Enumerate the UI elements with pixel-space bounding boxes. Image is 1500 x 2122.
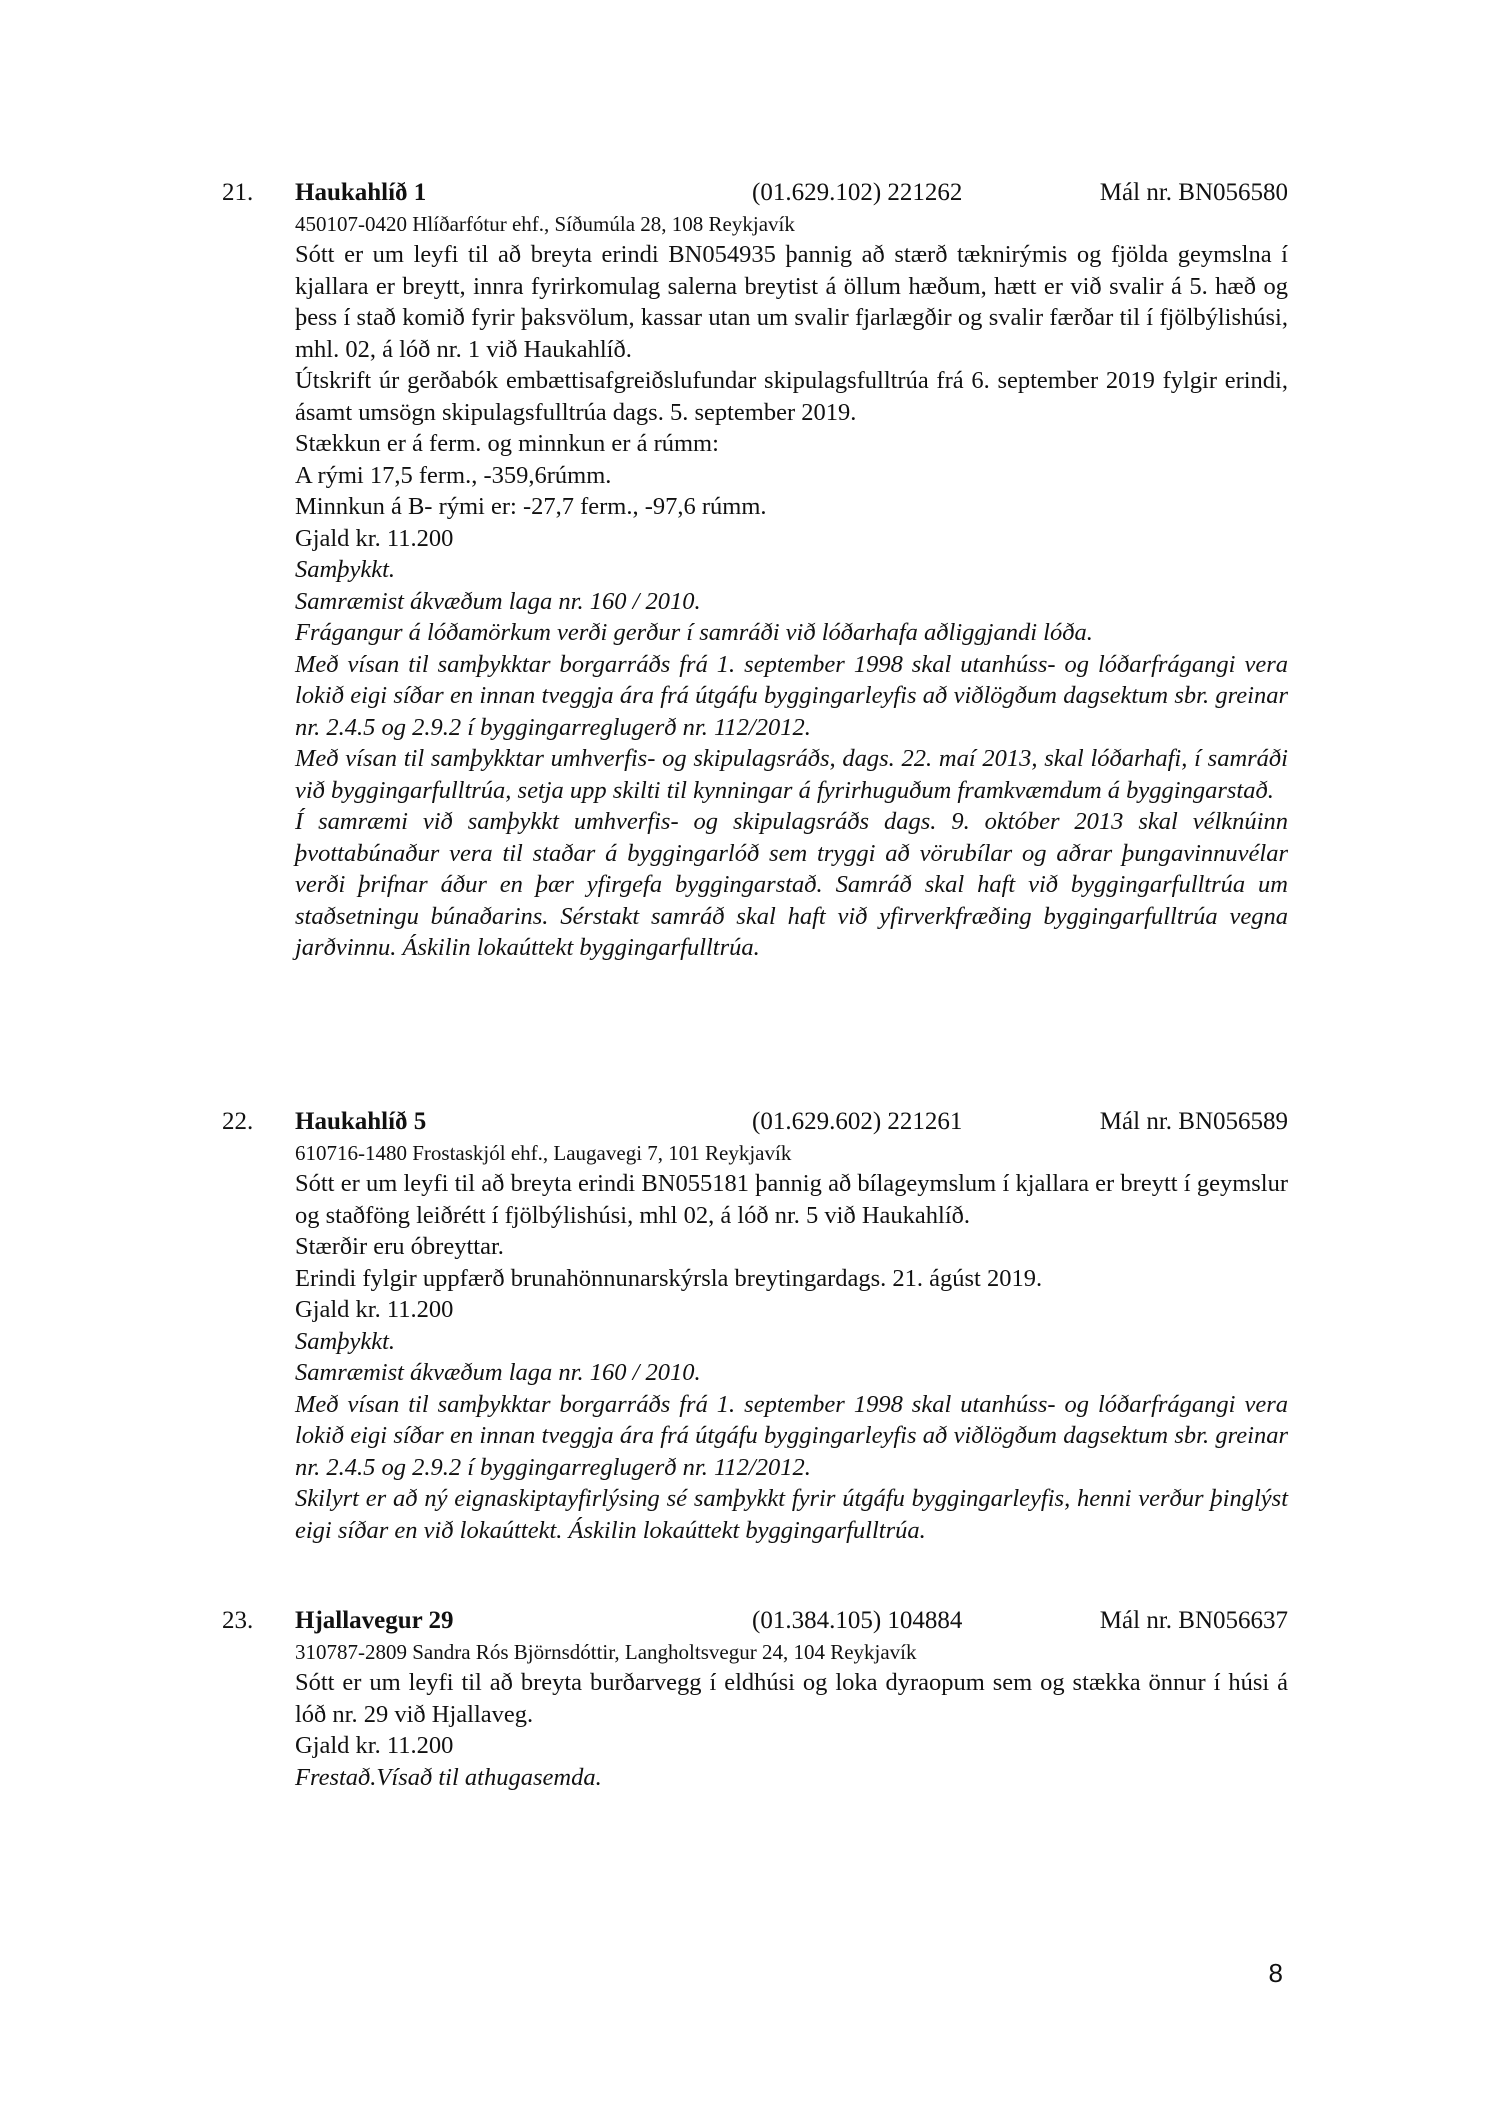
case-condition: Í samræmi við samþykkt umhverfis- og skipulagsráðs dags. 9. október 2013 skal vélknúinn þvottabúnaður vera til staðar á byggingarlóð sem tryggi að vörubílar og aðrar þungavinnuvélar verði þrifnar áður en þær yfirgefa byggingarstað. Samráð skal haft við byggingarfulltrúa um staðsetningu búnaðarins. Sérstakt samráð skal haft við yfirverkfræðing byggingarfulltrúa vegna jarðvinnu. Áskilin lokaúttekt byggingarfulltrúa. bbox=[295, 808, 1288, 961]
page-number: 8 bbox=[1268, 1958, 1283, 1988]
case-paragraph: Minnkun á B- rými er: -27,7 ferm., -97,6 rúmm. bbox=[295, 493, 767, 520]
case-applicant: 450107-0420 Hlíðarfótur ehf., Síðumúla 28, 108 Reykjavík bbox=[295, 212, 795, 236]
case-property-reference: (01.629.102) 221262 bbox=[752, 179, 963, 206]
case-decision: Samþykkt. bbox=[295, 1327, 395, 1355]
case-fee: Gjald kr. 11.200 bbox=[295, 1296, 454, 1323]
case-condition: Frágangur á lóðamörkum verði gerður í samráði við lóðarhafa aðliggjandi lóða. bbox=[295, 619, 1093, 646]
case-condition: Samræmist ákvæðum laga nr. 160 / 2010. bbox=[295, 1359, 701, 1386]
case-condition: Samræmist ákvæðum laga nr. 160 / 2010. bbox=[295, 587, 701, 615]
case-fee: Gjald kr. 11.200 bbox=[295, 1732, 454, 1759]
case-header bbox=[222, 176, 1288, 210]
case-address-title: Haukahlíð 5 bbox=[295, 1108, 427, 1135]
case-property-reference: (01.384.105) 104884 bbox=[752, 1607, 963, 1634]
case-applicant: 310787-2809 Sandra Rós Björnsdóttir, Langholtsvegur 24, 104 Reykjavík bbox=[295, 1640, 917, 1664]
case-file-number: Mál nr. BN056637 bbox=[1099, 1607, 1288, 1634]
case-paragraph: A rými 17,5 ferm., -359,6rúmm. bbox=[295, 461, 612, 489]
case-paragraph: Stærðir eru óbreyttar. bbox=[295, 1233, 504, 1260]
case-condition: Skilyrt er að ný eignaskiptayfirlýsing sé samþykkt fyrir útgáfu byggingarleyfis, henni verður þinglýst eigi síðar en við lokaúttekt. Áskilin lokaúttekt byggingarfulltrúa. bbox=[295, 1485, 1288, 1544]
case-fee: Gjald kr. 11.200 bbox=[295, 524, 454, 552]
case-header bbox=[222, 1105, 1288, 1139]
case-number: 22. bbox=[222, 1108, 254, 1135]
case-paragraph: Sótt er um leyfi til að breyta burðarvegg í eldhúsi og loka dyraopum sem og stækka önnur í húsi á lóð nr. 29 við Hjallaveg. bbox=[295, 1669, 1288, 1728]
case-paragraph: Stækkun er á ferm. og minnkun er á rúmm: bbox=[295, 430, 719, 457]
case-body bbox=[295, 1139, 1288, 1546]
case-body bbox=[295, 210, 1288, 964]
case-applicant: 610716-1480 Frostaskjól ehf., Laugavegi 7, 101 Reykjavík bbox=[295, 1141, 792, 1165]
case-condition: Með vísan til samþykktar borgarráðs frá 1. september 1998 skal utanhúss- og lóðarfrágangi vera lokið eigi síðar en innan tveggja ára frá útgáfu byggingarleyfis að viðlögðum dagsektum sbr. greinar nr. 2.4.5 og 2.9.2 í byggingarreglugerð nr. 112/2012. bbox=[295, 650, 1288, 741]
case-file-number: Mál nr. BN056589 bbox=[1099, 1108, 1288, 1135]
case-condition: Með vísan til samþykktar umhverfis- og skipulagsráðs, dags. 22. maí 2013, skal lóðarhafi, í samráði við byggingarfulltrúa, setja upp skilti til kynningar á fyrirhuguðum framkvæmdum á byggingarstað. bbox=[295, 745, 1288, 804]
case-file-number: Mál nr. BN056580 bbox=[1099, 179, 1288, 206]
case-number: 23. bbox=[222, 1607, 254, 1634]
case-header bbox=[222, 1604, 1288, 1638]
case-property-reference: (01.629.602) 221261 bbox=[752, 1108, 963, 1135]
case-address-title: Hjallavegur 29 bbox=[295, 1607, 454, 1634]
case-paragraph: Sótt er um leyfi til að breyta erindi BN054935 þannig að stærð tæknirýmis og fjölda geymslna í kjallara er breytt, innra fyrirkomulag salerna breytist á öllum hæðum, hætt er við svalir á 5. hæð og þess í stað komið fyrir þaksvölum, kassar utan um svalir fjarlægðir og svalir færðar til í fjölbýlishúsi, mhl. 02, á lóð nr. 1 við Haukahlíð. bbox=[295, 241, 1288, 363]
case-entry bbox=[222, 1105, 1288, 1546]
case-number: 21. bbox=[222, 179, 254, 206]
case-decision: Frestað.Vísað til athugasemda. bbox=[295, 1763, 602, 1791]
case-body bbox=[295, 1638, 1288, 1793]
case-address-title: Haukahlíð 1 bbox=[295, 179, 427, 206]
case-entry bbox=[222, 1604, 1288, 1793]
case-paragraph: Útskrift úr gerðabók embættisafgreiðslufundar skipulagsfulltrúa frá 6. september 2019 fylgir erindi, ásamt umsögn skipulagsfulltrúa dags. 5. september 2019. bbox=[295, 367, 1288, 426]
case-entry bbox=[222, 176, 1288, 964]
case-condition: Með vísan til samþykktar borgarráðs frá 1. september 1998 skal utanhúss- og lóðarfrágangi vera lokið eigi síðar en innan tveggja ára frá útgáfu byggingarleyfis að viðlögðum dagsektum sbr. greinar nr. 2.4.5 og 2.9.2 í byggingarreglugerð nr. 112/2012. bbox=[295, 1390, 1288, 1481]
case-paragraph: Erindi fylgir uppfærð brunahönnunarskýrsla breytingardags. 21. ágúst 2019. bbox=[295, 1264, 1043, 1292]
case-paragraph: Sótt er um leyfi til að breyta erindi BN055181 þannig að bílageymslum í kjallara er breytt í geymslur og staðföng leiðrétt í fjölbýlishúsi, mhl 02, á lóð nr. 5 við Haukahlíð. bbox=[295, 1170, 1288, 1229]
case-decision: Samþykkt. bbox=[295, 556, 395, 583]
